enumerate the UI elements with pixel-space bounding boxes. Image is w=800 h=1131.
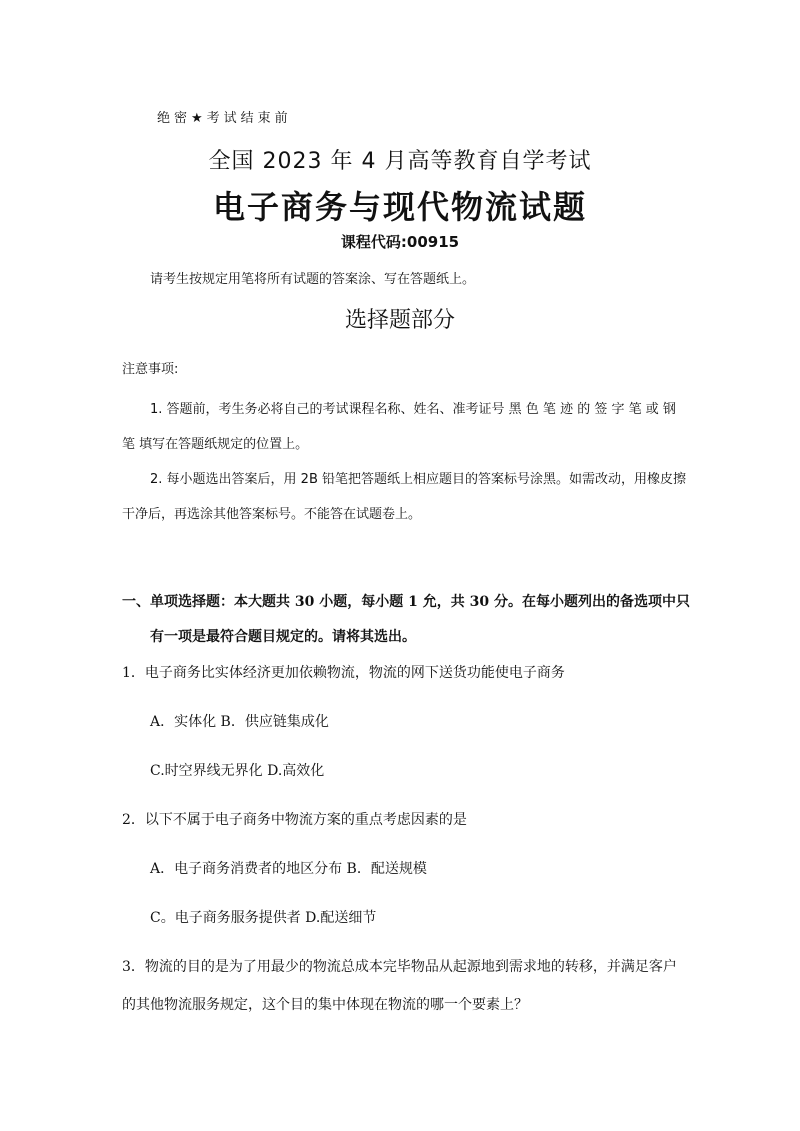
section-title: 选择题部分	[344, 308, 455, 333]
notes-heading: 注意事项:	[122, 362, 179, 377]
note-item-2-line-1: 2. 每小题选出答案后，用 2B 铅笔把答题纸上相应题目的答案标号涂黑。如需改动，用橡皮擦	[150, 472, 686, 487]
question-1-options-cd: C.时空界线无界化 D.高效化	[150, 763, 325, 779]
answer-instruction: 请考生按规定用笔将所有试题的答案涂、写在答题纸上。	[150, 272, 476, 287]
question-2-text: 2．以下不属于电子商务中物流方案的重点考虑因素的是	[122, 812, 467, 828]
part1-heading-line-1: 一、单项选择题：本大题共 30 小题，每小题 1 允，共 30 分。在每小题列出的备选项中只	[122, 594, 690, 610]
exam-title: 全国 2023 年 4 月高等教育自学考试	[208, 149, 592, 174]
note-item-2-line-2: 干净后，再选涂其他答案标号。不能答在试题卷上。	[122, 507, 422, 522]
part1-heading-line-2: 有一项是最符合题目规定的。请将其选出。	[150, 629, 416, 645]
question-3-text-line-2: 的其他物流服务规定，这个目的集中体现在物流的哪一个要素上？	[122, 997, 528, 1013]
question-3-text-line-1: 3．物流的目的是为了用最少的物流总成本完毕物品从起源地到需求地的转移，并满足客户	[122, 959, 677, 975]
question-2-options-ab: A．电子商务消费者的地区分布 B．配送规模	[150, 861, 427, 877]
note-item-1-line-2: 笔 填写在答题纸规定的位置上。	[122, 437, 309, 452]
question-1-options-ab: A．实体化 B．供应链集成化	[150, 714, 329, 730]
subject-title: 电子商务与现代物流试题	[212, 188, 587, 226]
question-2-options-cd: C。电子商务服务提供者 D.配送细节	[150, 910, 377, 926]
note-item-1-line-1: 1. 答题前，考生务必将自己的考试课程名称、姓名、准考证号 黑 色 笔 迹 的 签 字 笔 或 钢	[150, 402, 676, 417]
confidential-label: 绝密★考试结束前	[157, 111, 292, 126]
question-1-text: 1．电子商务比实体经济更加依赖物流，物流的网下送货功能使电子商务	[122, 665, 565, 681]
course-code: 课程代码:00915	[340, 233, 460, 251]
